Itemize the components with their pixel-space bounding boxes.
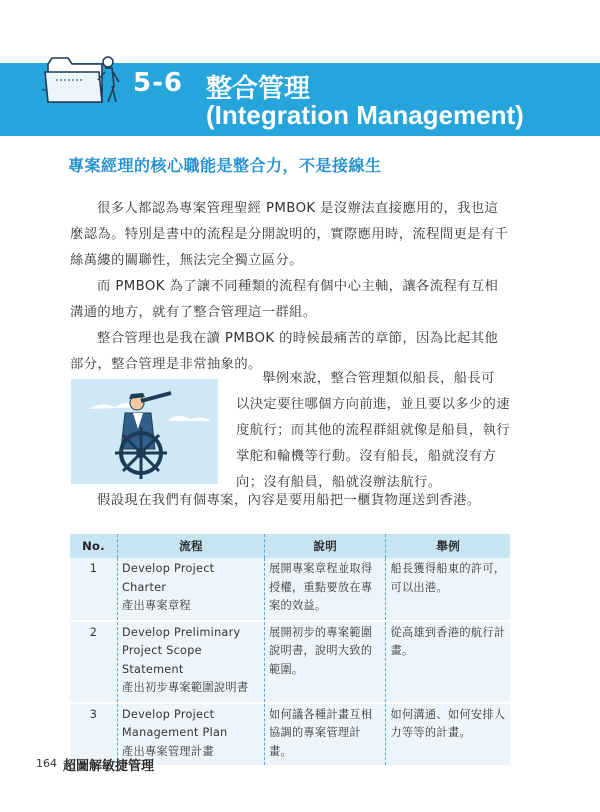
paragraph-4-line-1: 舉例來說，整合管理類似船長，船長可 <box>262 371 495 386</box>
chapter-title: 整合管理 <box>206 74 311 104</box>
process-english: Develop Project Charter <box>121 562 215 594</box>
chapter-number: 5-6 <box>133 68 183 98</box>
process-table <box>70 534 510 767</box>
paragraph-4 <box>236 366 512 496</box>
paragraph-2: 而 PMBOK 為了讓不同種類的流程有個中心主軸，讓各流程有互相溝通的地方，就有了整合管理這一群組。 <box>70 279 499 320</box>
row-no: 2 <box>70 621 117 703</box>
table-header-row <box>70 534 510 558</box>
header-description: 說明 <box>264 534 385 558</box>
header-no: No. <box>70 534 117 558</box>
row-example: 從高雄到香港的航行計畫。 <box>386 621 510 703</box>
paragraph-1: 很多人都認為專案管理聖經 PMBOK 是沒辦法直接應用的，我也這麼認為。特別是書中的流程是分開說明的，實際應用時，流程間更是有千絲萬縷的關聯性，無法完全獨立區分。 <box>70 201 509 268</box>
table-row <box>70 558 510 621</box>
chapter-subtitle: (Integration Management) <box>206 100 524 130</box>
process-chinese: 產出初步專案範圍說明書 <box>121 681 249 694</box>
paragraph-5: 假設現在我們有個專案，內容是要用船把一櫃貨物運送到香港。 <box>97 493 481 508</box>
row-description: 展開專案章程並取得授權，重點要放在專案的效益。 <box>264 558 385 621</box>
row-process <box>117 558 264 621</box>
section-title: 專案經理的核心職能是整合力，不是接線生 <box>68 156 382 175</box>
row-example: 如何溝通、如何安排人力等等的計畫。 <box>386 703 510 767</box>
page-number: 164 <box>36 757 57 770</box>
row-example: 船長獲得船東的許可，可以出港。 <box>386 558 510 621</box>
folder-with-person-icon <box>42 50 124 105</box>
table-row <box>70 621 510 703</box>
row-no: 3 <box>70 703 117 767</box>
header-example: 舉例 <box>386 534 510 558</box>
paragraph-4-rest: 以決定要往哪個方向前進，並且要以多少的速度航行；而其他的流程群組就像是船員，執行掌舵和輪機等行動。沒有船長，船就沒有方向；沒有船員，船就沒辦法航行。 <box>236 397 510 490</box>
process-chinese: 產出專案管理計畫 <box>121 744 214 758</box>
paragraph-3: 整合管理也是我在讀 PMBOK 的時候最痛苦的章節，因為比起其他部分，整合管理是非常抽象的。 <box>70 331 499 372</box>
process-chinese: 產出專案章程 <box>121 599 191 612</box>
process-english: Develop Project Management Plan <box>121 707 228 739</box>
row-no: 1 <box>70 558 117 621</box>
row-description: 展開初步的專案範圍說明書，說明大致的範圍。 <box>264 621 385 703</box>
captain-at-ship-wheel-icon <box>71 379 218 484</box>
process-english: Develop Preliminary Project Scope Statement <box>121 625 241 676</box>
row-description: 如何議各種計畫互相協調的專案管理計畫。 <box>264 703 385 767</box>
header-process: 流程 <box>117 534 264 558</box>
row-process <box>117 621 264 703</box>
book-title: 超圖解敏捷管理 <box>63 759 155 774</box>
